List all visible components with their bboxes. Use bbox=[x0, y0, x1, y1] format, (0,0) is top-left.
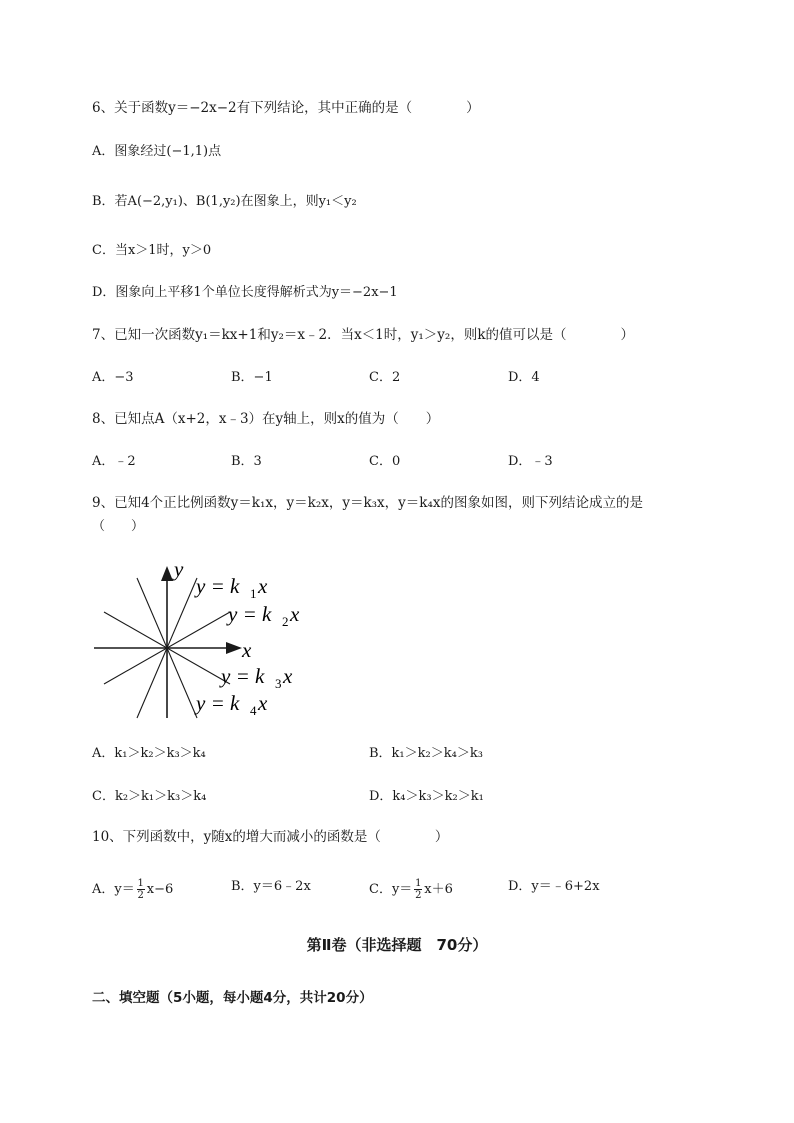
section-heading: 二、填空题（5小题，每小题4分，共计20分） bbox=[92, 990, 373, 1006]
q9-stem-paren: （ ） bbox=[92, 519, 145, 534]
x-axis-arrow bbox=[226, 642, 242, 654]
q7-stem: 7、已知一次函数y₁＝kx+1和y₂＝x﹣2．当x＜1时，y₁＞y₂，则k的值可以是（ ） bbox=[92, 327, 635, 343]
q6-option-c: C．当x＞1时，y＞0 bbox=[92, 243, 212, 258]
q6-stem: 6、关于函数y＝−2x−2有下列结论，其中正确的是（ ） bbox=[92, 100, 480, 116]
svg-text:4: 4 bbox=[250, 703, 257, 718]
q9-graph bbox=[90, 556, 320, 724]
q8-option-d: D．﹣3 bbox=[508, 454, 553, 469]
label-k4 bbox=[194, 691, 268, 718]
q8-option-a: A．﹣2 bbox=[92, 454, 136, 469]
q10-option-d: D．y＝﹣6+2x bbox=[508, 879, 600, 894]
svg-text:y = k: y = k bbox=[196, 574, 240, 598]
q6-option-a: A．图象经过(−1,1)点 bbox=[92, 144, 222, 159]
svg-text:x: x bbox=[258, 574, 268, 598]
q7-option-a: A．−3 bbox=[92, 370, 134, 385]
q9-option-b: B．k₁＞k₂＞k₄＞k₃ bbox=[369, 746, 483, 761]
q6-option-b: B．若A(−2,y₁)、B(1,y₂)在图象上，则y₁＜y₂ bbox=[92, 194, 357, 209]
section-title: 第Ⅱ卷（非选择题 70分） bbox=[306, 936, 488, 954]
q9-option-a: A．k₁＞k₂＞k₃＞k₄ bbox=[92, 746, 206, 761]
q10-stem: 10、下列函数中，y随x的增大而减小的函数是（ ） bbox=[92, 829, 449, 845]
label-k2 bbox=[226, 602, 300, 629]
svg-text:y = k: y = k bbox=[221, 664, 265, 688]
fraction-half: $\frac{1}{2}$ bbox=[137, 878, 144, 901]
svg-text:y = k: y = k bbox=[196, 691, 240, 715]
svg-text:x: x bbox=[290, 602, 300, 626]
svg-text:y = k: y = k bbox=[228, 602, 272, 626]
q7-option-b: B．−1 bbox=[231, 370, 273, 385]
svg-text:x: x bbox=[283, 664, 293, 688]
q8-stem: 8、已知点A（x+2，x﹣3）在y轴上，则x的值为（ ） bbox=[92, 411, 440, 427]
svg-text:1: 1 bbox=[250, 586, 257, 601]
q8-option-b: B．3 bbox=[231, 454, 262, 469]
q10-option-b: B．y＝6﹣2x bbox=[231, 879, 311, 894]
x-axis-label: x bbox=[242, 638, 252, 662]
q6-option-d: D．图象向上平移1个单位长度得解析式为y＝−2x−1 bbox=[92, 285, 398, 300]
q7-option-c: C．2 bbox=[369, 370, 401, 385]
q9-stem: 9、已知4个正比例函数y＝k₁x，y＝k₂x，y＝k₃x，y＝k₄x的图象如图，则下列结论成立的是 bbox=[92, 495, 644, 511]
fraction-half: $\frac{1}{2}$ bbox=[415, 878, 422, 901]
y-axis-label: y bbox=[174, 557, 184, 581]
svg-text:x: x bbox=[258, 691, 268, 715]
q9-option-d: D．k₄＞k₃＞k₂＞k₁ bbox=[369, 789, 484, 804]
y-axis-arrow bbox=[161, 566, 173, 581]
q10-option-c: C．y＝ $\frac{1}{2}$ x＋6 bbox=[369, 878, 453, 901]
q9-option-c: C．k₂＞k₁＞k₃＞k₄ bbox=[92, 789, 207, 804]
svg-text:2: 2 bbox=[282, 614, 289, 629]
q10-option-a: A．y＝ $\frac{1}{2}$ x−6 bbox=[92, 878, 174, 901]
label-k3 bbox=[219, 664, 293, 691]
q7-option-d: D．4 bbox=[508, 370, 540, 385]
q8-option-c: C．0 bbox=[369, 454, 401, 469]
label-k1 bbox=[194, 574, 268, 601]
svg-text:3: 3 bbox=[275, 676, 282, 691]
